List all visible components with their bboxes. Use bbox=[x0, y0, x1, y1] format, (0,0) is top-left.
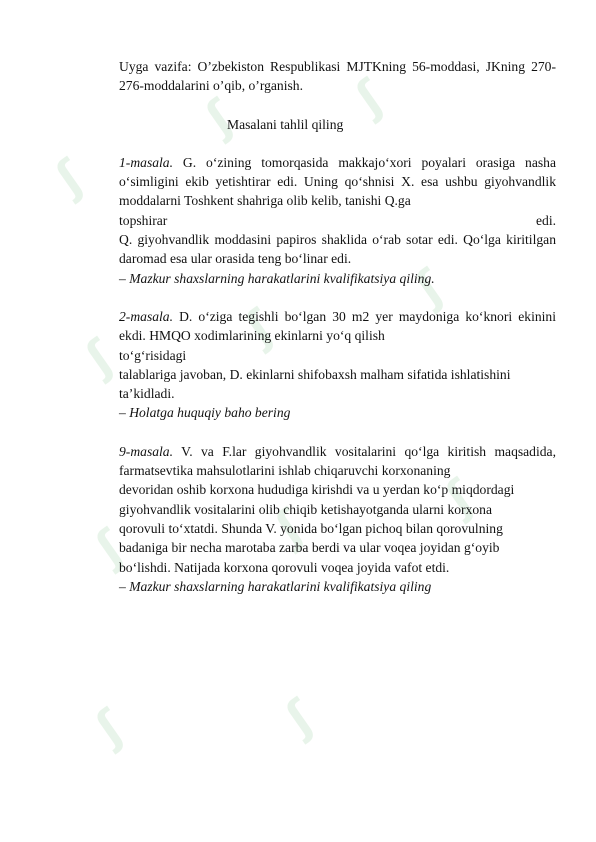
masala-1-line: topshirar edi. bbox=[119, 212, 556, 228]
watermark-logo: ʃ bbox=[276, 689, 323, 745]
masala-2-line: talablariga javoban, D. ekinlarni shifobaxsh malham sifatida ishlatishini bbox=[119, 366, 511, 382]
document-body bbox=[119, 57, 556, 596]
watermark-logo: ʃ bbox=[436, 469, 483, 525]
masala-9-line: badaniga bir necha marotaba zarba berdi va ular voqea joyidan g‘oyib bbox=[119, 540, 500, 556]
watermark-logo: ʃ bbox=[86, 699, 133, 755]
masala-1-text: 1-masala. G. o‘zining tomorqasida makkajo‘xori poyalari orasiga nasha o‘simligini ekib yetishtirar edi. Uning qo‘shnisi X. esa ushbu giyohvandlik moddalarni Toshkent shahriga olib kelib, tanishi Q.ga bbox=[119, 154, 556, 209]
masala-1-task: – Mazkur shaxslarning harakatlarini kvalifikatsiya qiling. bbox=[119, 270, 435, 286]
masala-2-line: ta’kidladi. bbox=[119, 386, 175, 402]
watermark-logo: ʃ bbox=[76, 329, 123, 385]
watermark-logo: ʃ bbox=[406, 259, 453, 315]
masala-2-text: 2-masala. D. o‘ziga tegishli bo‘lgan 30 m2 yer maydoniga ko‘knori ekinini ekdi. HMQO xodimlarining ekinlarni yo‘q qilish bbox=[119, 308, 556, 344]
masala-2-label: 2-masala. bbox=[119, 308, 173, 324]
section-heading: Masalani tahlil qiling bbox=[227, 116, 344, 132]
masala-9-label: 9-masala. bbox=[119, 443, 173, 459]
watermark-logo: ʃ bbox=[196, 89, 243, 145]
watermark-logo: ʃ bbox=[86, 519, 133, 575]
watermark-logo: ʃ bbox=[236, 299, 283, 355]
watermark-logo: ʃ bbox=[266, 499, 313, 555]
masala-9-line: devoridan oshib korxona hududiga kirishdi va u yerdan ko‘p miqdordagi bbox=[119, 482, 515, 498]
watermark-logo: ʃ bbox=[346, 69, 393, 125]
masala-9-line: giyohvandlik vositalarini olib chiqib ketishayotganda ularni korxona bbox=[119, 501, 492, 517]
masala-1-text-b: Q. giyohvandlik moddasini papiros shaklida o‘rab sotar edi. Qo‘lga kiritilgan daromad esa ular orasida teng bo‘linar edi. bbox=[119, 232, 556, 267]
masala-2-line: to‘g‘risidagi bbox=[119, 347, 187, 363]
masala-9-line: bo‘lishdi. Natijada korxona qorovuli voqea joyida vafot etdi. bbox=[119, 559, 450, 575]
masala-2-task: – Holatga huquqiy baho bering bbox=[119, 405, 291, 421]
masala-1-label: 1-masala. bbox=[119, 154, 173, 170]
homework-intro: Uyga vazifa: O’zbekiston Respublikasi MJTKning 56-moddasi, JKning 270-276-moddalarini o’qib, o’rganish. bbox=[119, 59, 556, 94]
watermark-logo: ʃ bbox=[46, 149, 93, 205]
masala-9-text: 9-masala. V. va F.lar giyohvandlik vositalarini qo‘lga kiritish maqsadida, farmatsevtika mahsulotlarini ishlab chiqaruvchi korxonaning bbox=[119, 443, 556, 479]
masala-9-task: – Mazkur shaxslarning harakatlarini kvalifikatsiya qiling bbox=[119, 578, 432, 594]
masala-9-line: qorovuli to‘xtatdi. Shunda V. yonida bo‘lgan pichoq bilan qorovulning bbox=[119, 520, 503, 536]
